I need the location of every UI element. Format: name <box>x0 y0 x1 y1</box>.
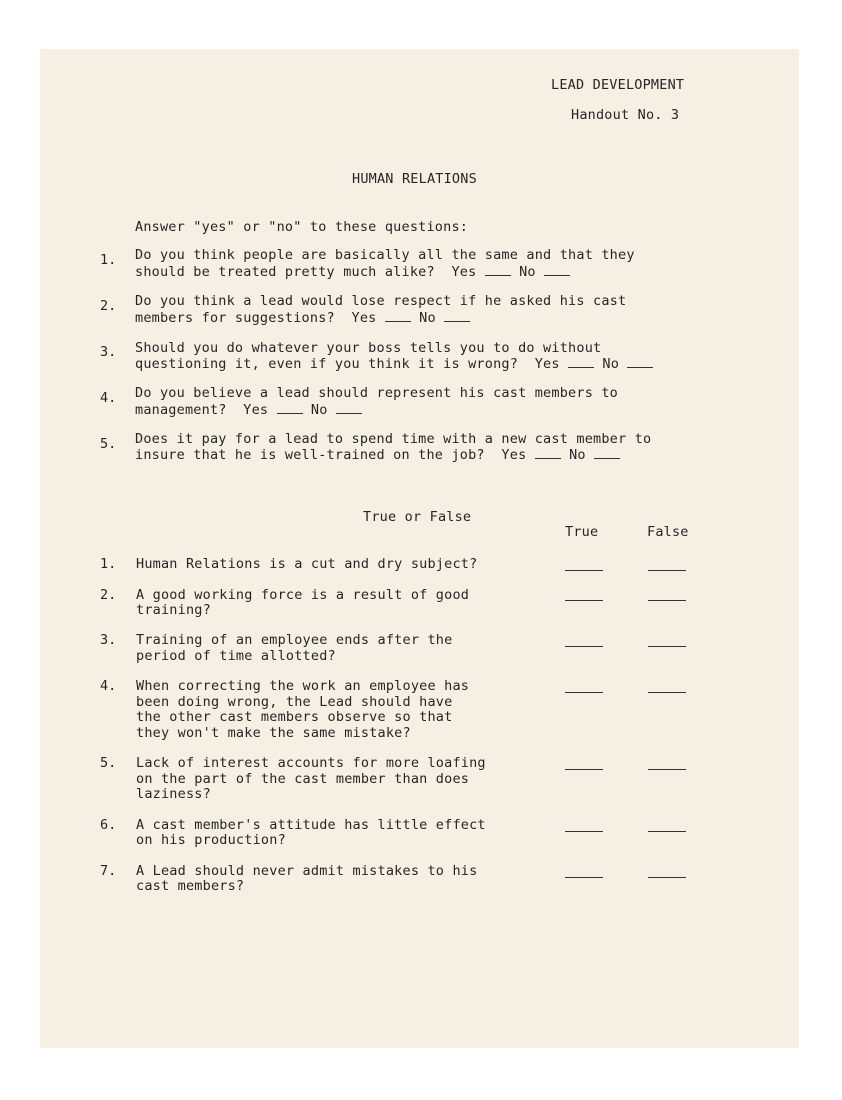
yn-question-line: members for suggestions? Yes No <box>135 310 470 326</box>
tf-question-line: on the part of the cast member than does <box>136 771 470 787</box>
tf-question-line: Human Relations is a cut and dry subject? <box>136 556 478 572</box>
yn-question-line: management? Yes No <box>135 402 362 418</box>
no-blank[interactable] <box>444 311 470 322</box>
program-header: LEAD DEVELOPMENT <box>551 77 685 93</box>
tf-question-number: 4. <box>100 678 117 694</box>
tf-question-line: period of time allotted? <box>136 648 336 664</box>
tf-question-line: been doing wrong, the Lead should have <box>136 694 453 710</box>
yn-question-number: 2. <box>100 298 117 314</box>
tf-question-number: 7. <box>100 863 117 879</box>
tf-question-line: on his production? <box>136 832 286 848</box>
false-answer-blank[interactable] <box>648 877 686 878</box>
tf-question-number: 2. <box>100 587 117 603</box>
tf-question-line: they won't make the same mistake? <box>136 725 411 741</box>
yn-question-number: 5. <box>100 436 117 452</box>
yes-blank[interactable] <box>535 448 561 459</box>
tf-question-line: cast members? <box>136 878 245 894</box>
tf-question-line: A good working force is a result of good <box>136 587 470 603</box>
yes-blank[interactable] <box>277 403 303 414</box>
yn-question-line: should be treated pretty much alike? Yes No <box>135 264 570 280</box>
no-blank[interactable] <box>594 448 620 459</box>
true-answer-blank[interactable] <box>565 877 603 878</box>
true-answer-blank[interactable] <box>565 600 603 601</box>
tf-question-line: laziness? <box>136 786 211 802</box>
false-answer-blank[interactable] <box>648 692 686 693</box>
handout-number: Handout No. 3 <box>571 107 680 123</box>
handout-page <box>40 49 799 1048</box>
tf-question-line: Training of an employee ends after the <box>136 632 453 648</box>
yn-question-line: questioning it, even if you think it is wrong? Yes No <box>135 356 653 372</box>
tf-question-line: training? <box>136 602 211 618</box>
false-answer-blank[interactable] <box>648 769 686 770</box>
section2-heading: True or False <box>363 509 472 525</box>
true-answer-blank[interactable] <box>565 769 603 770</box>
false-answer-blank[interactable] <box>648 831 686 832</box>
yes-blank[interactable] <box>568 357 594 368</box>
yn-question-line: Should you do whatever your boss tells you to do without <box>135 340 602 356</box>
yn-question-number: 1. <box>100 252 117 268</box>
tf-question-number: 3. <box>100 632 117 648</box>
yn-question-number: 3. <box>100 344 117 360</box>
true-answer-blank[interactable] <box>565 692 603 693</box>
no-blank[interactable] <box>544 265 570 276</box>
yes-blank[interactable] <box>385 311 411 322</box>
yn-question-line: insure that he is well-trained on the job? Yes No <box>135 447 620 463</box>
no-blank[interactable] <box>336 403 362 414</box>
tf-question-line: Lack of interest accounts for more loafing <box>136 755 486 771</box>
tf-question-number: 6. <box>100 817 117 833</box>
false-answer-blank[interactable] <box>648 646 686 647</box>
yes-blank[interactable] <box>485 265 511 276</box>
true-answer-blank[interactable] <box>565 646 603 647</box>
section1-instruction: Answer "yes" or "no" to these questions: <box>135 219 469 235</box>
true-column-header: True <box>565 524 599 540</box>
yn-question-line: Do you think people are basically all the same and that they <box>135 247 635 263</box>
false-answer-blank[interactable] <box>648 570 686 571</box>
tf-question-line: A Lead should never admit mistakes to his <box>136 863 478 879</box>
document-title: HUMAN RELATIONS <box>352 171 477 187</box>
tf-question-line: When correcting the work an employee has <box>136 678 470 694</box>
yn-question-line: Do you believe a lead should represent his cast members to <box>135 385 619 401</box>
true-answer-blank[interactable] <box>565 570 603 571</box>
no-blank[interactable] <box>627 357 653 368</box>
yn-question-number: 4. <box>100 390 117 406</box>
yn-question-line: Does it pay for a lead to spend time with a new cast member to <box>135 431 652 447</box>
tf-question-line: the other cast members observe so that <box>136 709 453 725</box>
tf-question-line: A cast member's attitude has little effect <box>136 817 486 833</box>
false-column-header: False <box>647 524 689 540</box>
tf-question-number: 5. <box>100 755 117 771</box>
yn-question-line: Do you think a lead would lose respect if he asked his cast <box>135 293 627 309</box>
false-answer-blank[interactable] <box>648 600 686 601</box>
tf-question-number: 1. <box>100 556 117 572</box>
true-answer-blank[interactable] <box>565 831 603 832</box>
